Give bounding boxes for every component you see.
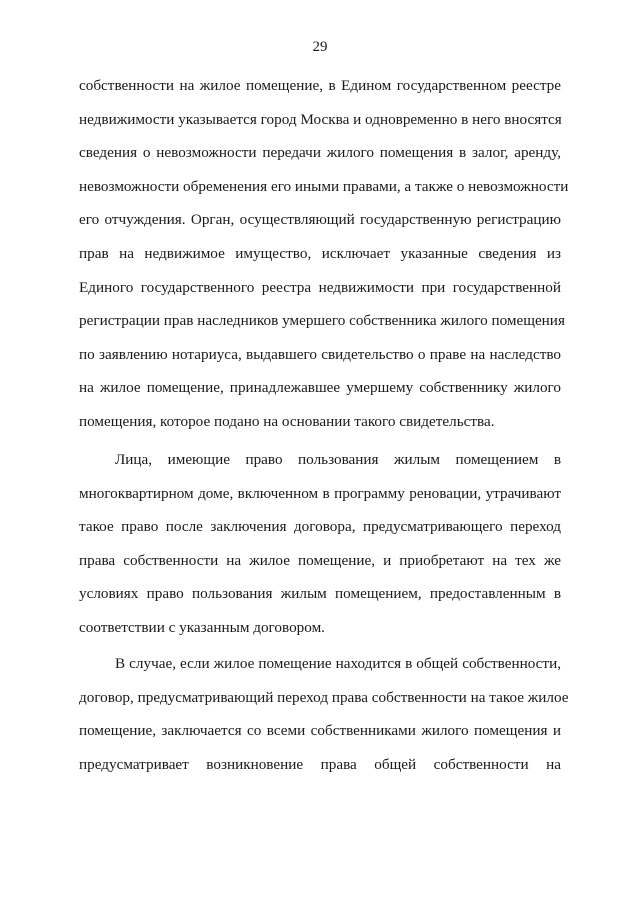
text-line: недвижимости указывается город Москва и одновременно в него вносятся [79,110,562,128]
text-line: предусматривает возникновение права общей собственности на [79,755,561,773]
text-line: права собственности на жилое помещение, и приобретают на тех же [79,551,561,569]
text-line: условиях право пользования жилым помещением, предоставленным в [79,585,561,603]
text-line: такое право после заключения договора, предусматривающего переход [79,518,561,536]
text-line: его отчуждения. Орган, осуществляющий государственную регистрацию [79,211,561,229]
text-line: по заявлению нотариуса, выдавшего свидетельство о праве на наследство [79,345,561,363]
text-line: Лица, имеющие право пользования жилым помещением в [115,451,561,468]
text-line: на жилое помещение, принадлежавшее умершему собственнику жилого [79,379,561,397]
text-line: многоквартирном доме, включенном в программу реновации, утрачивают [79,484,561,502]
text-line: помещение, заключается со всеми собственниками жилого помещения и [79,722,561,740]
text-line: помещения, которое подано на основании такого свидетельства. [79,412,495,430]
text-line: договор, предусматривающий переход права собственности на такое жилое [79,688,569,706]
page-number: 29 [312,39,328,55]
text-line: В случае, если жилое помещение находится в общей собственности, [115,655,561,672]
paragraph-1 [79,69,569,439]
paragraph-2 [79,443,561,645]
text-line: сведения о невозможности передачи жилого помещения в залог, аренду, [79,144,561,162]
text-line: регистрации прав наследников умершего собственника жилого помещения [79,312,565,330]
text-line: собственности на жилое помещение, в Едином государственном реестре [79,77,561,94]
text-line: прав на недвижимое имущество, исключает указанные сведения из [79,244,561,262]
text-line: невозможности обременения его иными правами, а также о невозможности [79,177,569,195]
paragraph-3 [79,647,569,781]
text-line: соответствии с указанным договором. [79,618,325,636]
text-line: Единого государственного реестра недвижимости при государственной [79,278,561,296]
